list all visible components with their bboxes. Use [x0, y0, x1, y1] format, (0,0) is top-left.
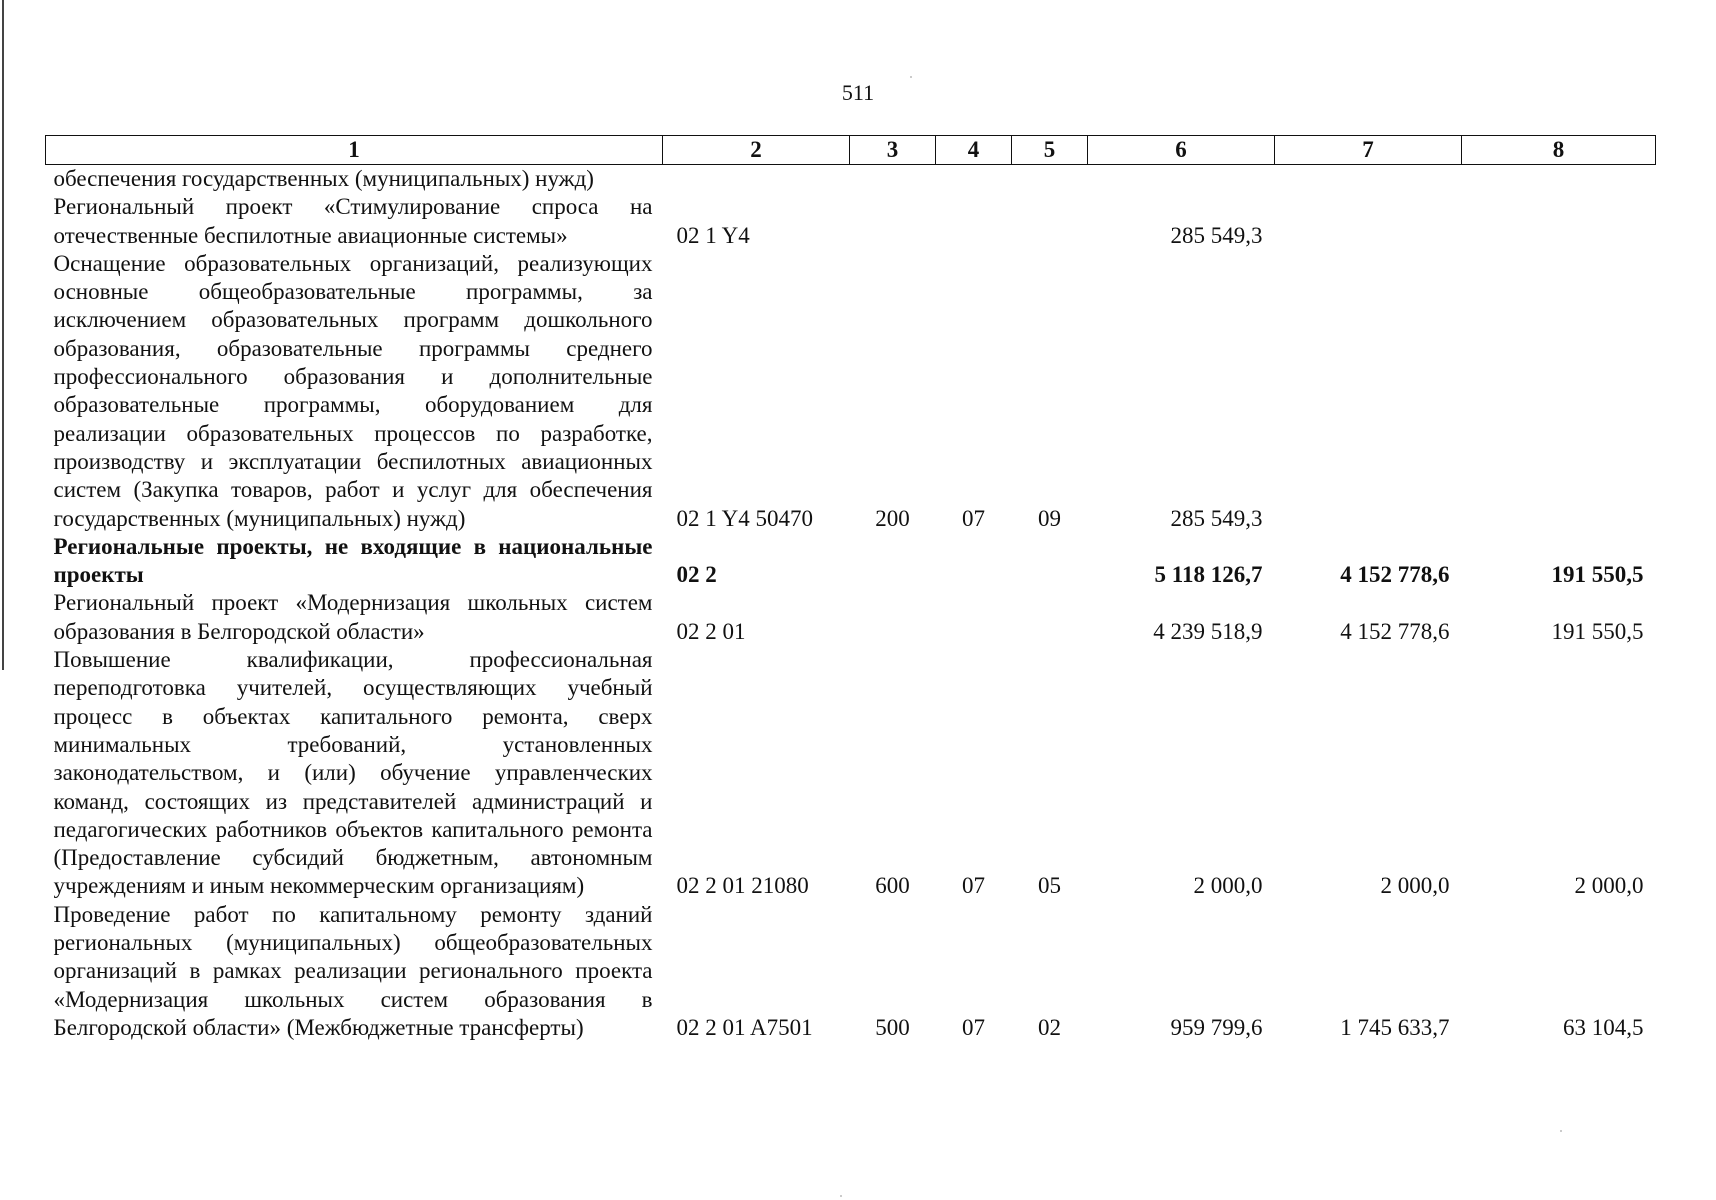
row-col-8: 191 550,5 — [1551, 562, 1644, 588]
row-col-4 — [936, 589, 1012, 646]
scan-speck — [1560, 1130, 1562, 1132]
row-col-3: 200 — [875, 505, 910, 531]
header-col-1: 1 — [46, 136, 663, 165]
row-col-4 — [936, 165, 1012, 194]
row-col-7: 1 745 633,7 — [1340, 1014, 1450, 1040]
row-col-4 — [936, 533, 1012, 590]
row-code — [663, 165, 850, 194]
row-col-6: 5 118 126,7 — [1154, 562, 1263, 588]
row-code: 02 2 — [676, 562, 717, 588]
table-row — [46, 646, 1656, 901]
table-header — [46, 136, 1656, 165]
row-col-7 — [1275, 193, 1462, 250]
row-col-6: 2 000,0 — [1193, 873, 1263, 899]
row-col-5: 05 — [1038, 873, 1061, 899]
header-col-2: 2 — [663, 136, 850, 165]
row-col-6: 959 799,6 — [1170, 1014, 1263, 1040]
table-row — [46, 165, 1656, 194]
row-col-3: 600 — [875, 873, 910, 899]
row-col-5: 09 — [1038, 505, 1061, 531]
row-code: 02 1 Y4 50470 — [676, 505, 814, 531]
row-description: Региональные проекты, не входящие в национальные проекты — [53, 533, 653, 588]
header-col-6: 6 — [1088, 136, 1275, 165]
row-col-7: 2 000,0 — [1380, 873, 1450, 899]
row-col-6 — [1088, 165, 1275, 194]
row-col-8 — [1462, 193, 1656, 250]
header-col-8: 8 — [1462, 136, 1656, 165]
header-col-5: 5 — [1012, 136, 1088, 165]
row-code: 02 1 Y4 — [676, 222, 750, 248]
row-col-4 — [936, 193, 1012, 250]
budget-table — [45, 135, 1656, 1042]
page-number: 511 — [841, 80, 875, 105]
row-col-7 — [1275, 250, 1462, 533]
row-col-7 — [1275, 165, 1462, 194]
table-row — [46, 901, 1656, 1042]
row-col-8: 2 000,0 — [1574, 873, 1644, 899]
table-row — [46, 533, 1656, 590]
row-col-3 — [850, 589, 936, 646]
header-row — [46, 136, 1656, 165]
row-col-6: 4 239 518,9 — [1153, 618, 1263, 644]
table-body — [46, 165, 1656, 1043]
row-col-3: 500 — [875, 1014, 910, 1040]
row-col-5 — [1012, 165, 1088, 194]
row-col-5 — [1012, 589, 1088, 646]
row-col-7: 4 152 778,6 — [1340, 618, 1450, 644]
row-col-5 — [1012, 193, 1088, 250]
header-col-4: 4 — [936, 136, 1012, 165]
row-col-4: 07 — [962, 1014, 985, 1040]
table-row — [46, 250, 1656, 533]
row-description: Повышение квалификации, профессиональная переподготовка учителей, осуществляющих учебный процесс в объектах капитального ремонта, сверх минимальных требований, установленных законодательством, и (или) обучение управленческих команд, состоящих из представителей администраций и педагогических работников объектов капитального ремонта (Предоставление субсидий бюджетным, автономным учреждениям и иным некоммерческим организациям) — [53, 647, 653, 899]
row-description: Региональный проект «Модернизация школьных систем образования в Белгородской области» — [53, 590, 653, 644]
row-col-4: 07 — [962, 873, 985, 899]
row-code: 02 2 01 — [676, 618, 746, 644]
row-col-6: 285 549,3 — [1170, 222, 1263, 248]
row-col-3 — [850, 165, 936, 194]
header-col-7: 7 — [1275, 136, 1462, 165]
row-col-4: 07 — [962, 505, 985, 531]
scan-speck — [910, 76, 912, 78]
row-col-8: 63 104,5 — [1563, 1014, 1644, 1040]
row-col-5 — [1012, 533, 1088, 590]
row-col-8 — [1462, 165, 1656, 194]
row-col-3 — [850, 193, 936, 250]
row-code: 02 2 01 21080 — [676, 873, 809, 899]
row-col-6: 285 549,3 — [1170, 505, 1263, 531]
scan-speck — [840, 1195, 842, 1197]
row-description: Проведение работ по капитальному ремонту зданий региональных (муниципальных) общеобразовательных организаций в рамках реализации регионального проекта «Модернизация школьных систем образования в Белгородской области» (Межбюджетные трансферты) — [53, 901, 653, 1040]
header-col-3: 3 — [850, 136, 936, 165]
row-col-3 — [850, 533, 936, 590]
budget-document — [45, 135, 1655, 1042]
row-code: 02 2 01 A7501 — [676, 1014, 813, 1040]
row-description: Оснащение образовательных организаций, реализующих основные общеобразовательные программы, за исключением образовательных программ дошкольного образования, образовательные программы среднего профессионального образования и дополнительные образовательные программы, оборудованием для реализации образовательных процессов по разработке, производству и эксплуатации беспилотных авиационных систем (Закупка товаров, работ и услуг для обеспечения государственных (муниципальных) нужд) — [53, 250, 653, 531]
table-row — [46, 589, 1656, 646]
row-description: Региональный проект «Стимулирование спроса на отечественные беспилотные авиационные системы» — [53, 194, 653, 248]
table-row — [46, 193, 1656, 250]
row-col-5: 02 — [1038, 1014, 1061, 1040]
row-description: обеспечения государственных (муниципальных) нужд) — [53, 166, 594, 191]
row-col-8 — [1462, 250, 1656, 533]
row-col-7: 4 152 778,6 — [1340, 562, 1450, 588]
row-col-8: 191 550,5 — [1551, 618, 1644, 644]
